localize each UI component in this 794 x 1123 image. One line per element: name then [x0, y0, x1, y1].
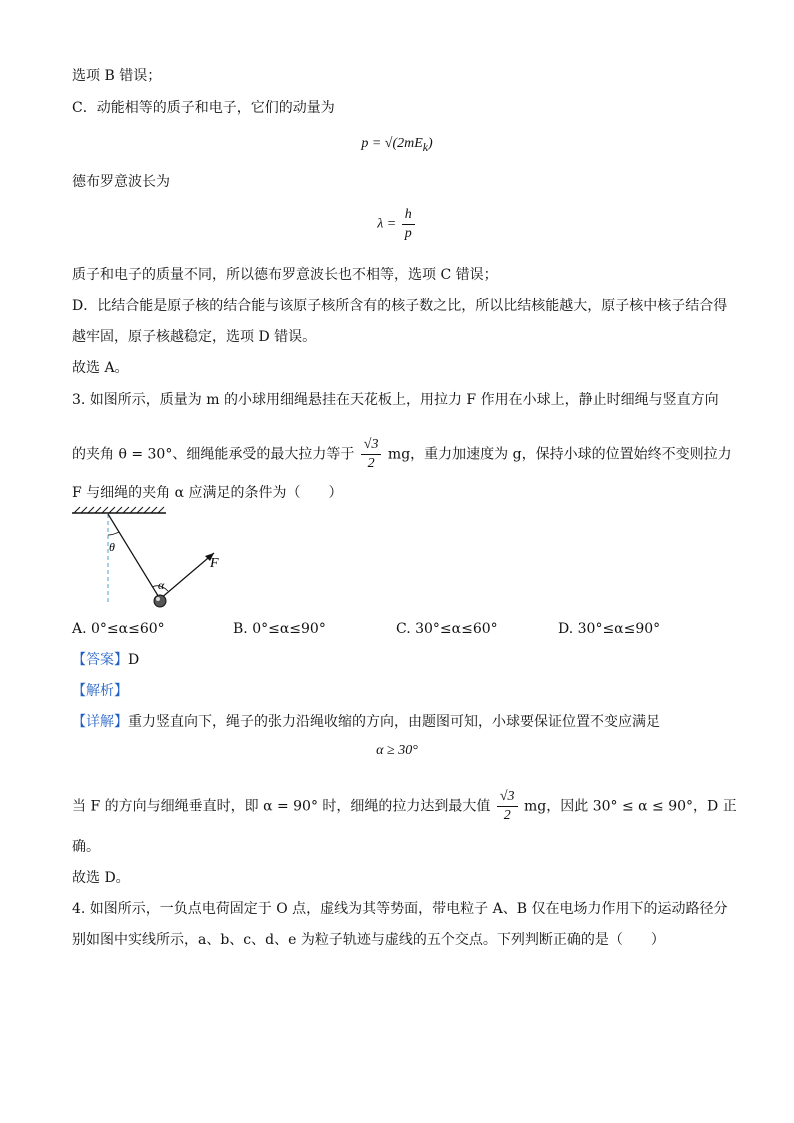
detail-line: 【详解】重力竖直向下，绳子的张力沿绳收缩的方向，由题图可知，小球要保证位置不变应满足	[72, 714, 660, 730]
force-label: F	[210, 556, 219, 571]
detail-tag: 【详解】	[72, 714, 128, 730]
formula-momentum: $p = √(2mE_k)$	[361, 136, 433, 154]
detail-line: 确。	[72, 839, 100, 855]
option-a: A. 0°≤α≤60°	[72, 621, 165, 637]
question-4-text: 4. 如图所示，一负点电荷固定于 O 点，虚线为其等势面，带电粒子 A、B 仅在电场力作用下的运动路径分	[72, 901, 728, 917]
ball-highlight	[156, 597, 160, 601]
text-line: 越牢固，原子核越稳定，选项 D 错误。	[72, 329, 317, 345]
option-c: C. 30°≤α≤60°	[396, 621, 498, 637]
pendulum-figure	[68, 505, 268, 615]
force-arrow	[160, 553, 214, 599]
detail-line: 当 F 的方向与细绳垂直时，即 α = 90° 时，细绳的拉力达到最大值 $\frac{√3}{2}$ mg，因此 30° ≤ α ≤ 90°，D 正	[72, 789, 737, 823]
string	[108, 514, 160, 599]
conclusion-line: 故选 D。	[72, 870, 130, 886]
alpha-label: α	[158, 578, 165, 592]
answer-tag: 【答案】	[72, 652, 128, 668]
theta-label: θ	[109, 540, 115, 554]
option-d: D. 30°≤α≤90°	[558, 621, 661, 637]
text-line: 质子和电子的质量不同，所以德布罗意波长也不相等，选项 C 错误；	[72, 267, 498, 283]
formula-wavelength: λ = $\frac{h}{p}$	[0, 206, 794, 243]
analysis-tag: 【解析】	[72, 683, 128, 699]
theta-arc	[108, 532, 119, 535]
answer-value: D	[128, 652, 140, 668]
text-line: C．动能相等的质子和电子，它们的动量为	[72, 100, 335, 116]
text-line: 德布罗意波长为	[72, 174, 170, 190]
question-3-text: 的夹角 θ = 30°、细绳能承受的最大拉力等于 $\frac{√3}{2}$ mg，重力加速度为 g，保持小球的位置始终不变则拉力	[72, 437, 732, 471]
question-3-text: F 与细绳的夹角 α 应满足的条件为（ ）	[72, 485, 343, 501]
question-3-text: 3. 如图所示，质量为 m 的小球用细绳悬挂在天花板上，用拉力 F 作用在小球上，静止时细绳与竖直方向	[72, 392, 719, 408]
ceiling-hatch	[74, 507, 164, 513]
text-line: 故选 A。	[72, 360, 129, 376]
option-b: B. 0°≤α≤90°	[233, 621, 326, 637]
ball	[154, 595, 166, 607]
answer-line	[72, 650, 139, 670]
question-4-text: 别如图中实线所示，a、b、c、d、e 为粒子轨迹与虚线的五个交点。下列判断正确的是（ ）	[72, 932, 665, 948]
equation-alpha: α ≥ 30°	[376, 743, 418, 758]
text-line: 选项 B 错误；	[72, 68, 162, 84]
text-line: D．比结合能是原子核的结合能与该原子核所含有的核子数之比，所以比结核能越大，原子核中核子结合得	[72, 298, 728, 314]
